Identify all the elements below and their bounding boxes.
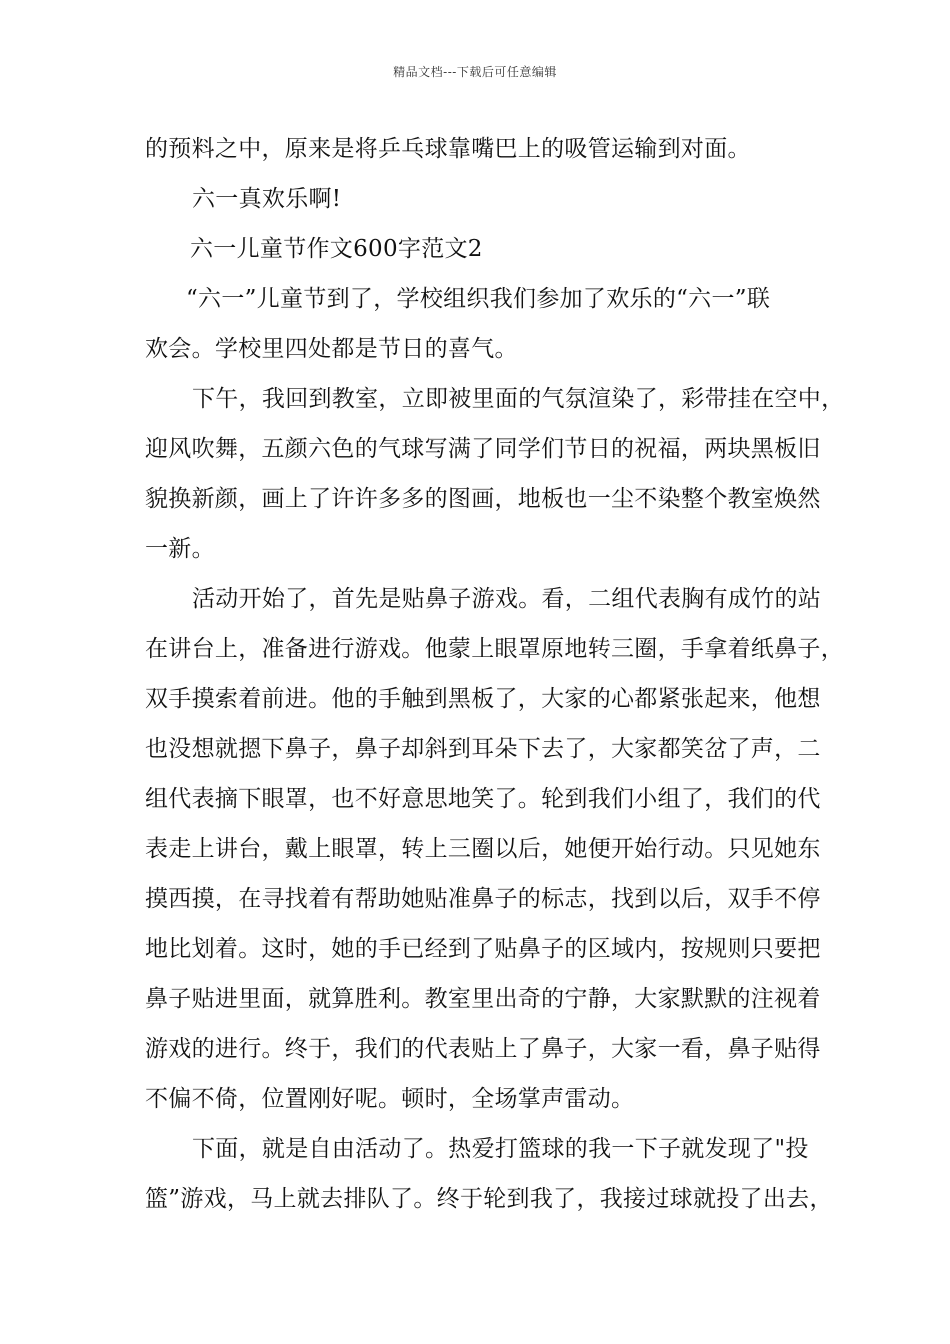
text-line: 在讲台上，准备进行游戏。他蒙上眼罩原地转三圈，手拿着纸鼻子，	[145, 636, 844, 662]
text-line: 也没想就摁下鼻子，鼻子却斜到耳朵下去了，大家都笑岔了声，二	[145, 736, 821, 762]
text-line: 的预料之中，原来是将乒乓球靠嘴巴上的吸管运输到对面。	[145, 136, 751, 162]
text-line: 六一真欢乐啊!	[192, 186, 342, 212]
text-line: 地比划着。这时，她的手已经到了贴鼻子的区域内，按规则只要把	[145, 936, 821, 962]
text-line: 貌换新颜，画上了许许多多的图画，地板也一尘不染整个教室焕然	[145, 486, 821, 512]
text-line: 摸西摸，在寻找着有帮助她贴准鼻子的标志，找到以后，双手不停	[145, 886, 821, 912]
text-line: 不偏不倚，位置刚好呢。顿时，全场掌声雷动。	[145, 1086, 635, 1112]
page-header: 精品文档---下载后可任意编辑	[393, 65, 557, 79]
text-line: 表走上讲台，戴上眼罩，转上三圈以后，她便开始行动。只见她东	[145, 836, 821, 862]
text-line: 迎风吹舞，五颜六色的气球写满了同学们节日的祝福，两块黑板旧	[145, 436, 821, 462]
text-line: 组代表摘下眼罩，也不好意思地笑了。轮到我们小组了，我们的代	[145, 786, 821, 812]
text-line: 活动开始了，首先是贴鼻子游戏。看，二组代表胸有成竹的站	[192, 586, 822, 612]
text-line: 游戏的进行。终于，我们的代表贴上了鼻子，大家一看，鼻子贴得	[145, 1036, 821, 1062]
text-line: “六一”儿童节到了，学校组织我们参加了欢乐的“六一”联	[186, 286, 771, 312]
text-line: 双手摸索着前进。他的手触到黑板了，大家的心都紧张起来，他想	[145, 686, 821, 712]
text-line: 欢会。学校里四处都是节日的喜气。	[145, 336, 518, 362]
text-line: 篮”游戏，马上就去排队了。终于轮到我了，我接过球就投了出去，	[145, 1186, 833, 1212]
text-line: 一新。	[145, 536, 215, 562]
text-line: 鼻子贴进里面，就算胜利。教室里出奇的宁静，大家默默的注视着	[145, 986, 821, 1012]
document-body	[145, 128, 845, 1228]
essay-title: 六一儿童节作文600字范文2	[190, 236, 483, 262]
text-line: 下面，就是自由活动了。热爱打篮球的我一下子就发现了"投	[192, 1136, 809, 1162]
text-line: 下午，我回到教室，立即被里面的气氛渲染了，彩带挂在空中，	[192, 386, 845, 412]
